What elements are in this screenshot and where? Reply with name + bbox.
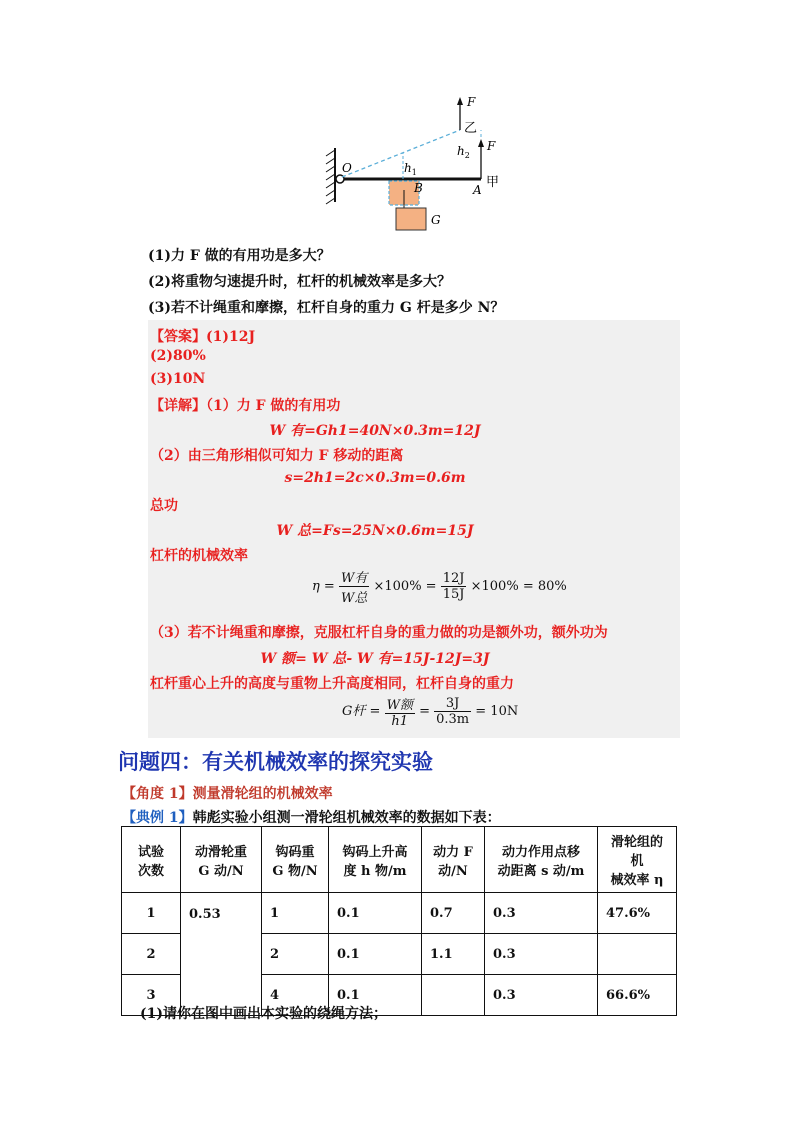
example-tag: 【典例 1】 xyxy=(122,810,193,826)
cell-distance: 0.3 xyxy=(485,893,598,934)
g-frac-2 xyxy=(434,696,471,727)
force-arrowhead-mid xyxy=(478,139,484,147)
g-tail: = 10N xyxy=(475,704,519,719)
answer-2: (2)80% xyxy=(150,348,206,364)
cell-hook-height: 0.1 xyxy=(329,893,422,934)
label-B: B xyxy=(414,181,423,195)
example-text: 韩彪实验小组测一滑轮组机械效率的数据如下表： xyxy=(192,810,501,826)
label-F-top: F xyxy=(467,95,476,109)
cell-hook-weight: 1 xyxy=(262,893,329,934)
cell-trial: 3 xyxy=(122,975,181,1016)
eff-den-1: W总 xyxy=(340,591,368,606)
wall-hatch xyxy=(326,150,335,204)
cell-hook-height: 0.1 xyxy=(329,975,422,1016)
g-den-1: h1 xyxy=(391,714,409,729)
force-arrowhead-top xyxy=(457,97,463,105)
section-title: 问题四：有关机械效率的探究实验 xyxy=(118,750,433,774)
data-table xyxy=(121,826,677,1016)
cell-force: 0.7 xyxy=(422,893,485,934)
label-O: O xyxy=(342,161,352,175)
g-den-2: 0.3m xyxy=(436,712,470,727)
label-F-mid: F xyxy=(487,139,496,153)
header-hook-height: 钩码上升高 度 h 物/m xyxy=(329,827,422,893)
cell-trial: 2 xyxy=(122,934,181,975)
eff-mid: ×100% = xyxy=(373,579,437,594)
cell-efficiency: 47.6% xyxy=(598,893,677,934)
detail-4: 杠杆的机械效率 xyxy=(150,548,248,564)
example-line xyxy=(122,807,501,827)
formula-2: s=2h1=2c×0.3m=0.6m xyxy=(284,470,466,486)
eff-eta: η = xyxy=(312,579,335,594)
question-3: (3)若不计绳重和摩擦，杠杆自身的重力 G 杆是多少 N？ xyxy=(148,300,505,316)
table-row xyxy=(122,893,677,934)
cell-trial: 1 xyxy=(122,893,181,934)
formula-1: W 有=Gh1=40N×0.3m=12J xyxy=(269,423,481,439)
question-1: (1)力 F 做的有用功是多大？ xyxy=(148,248,331,264)
answer-3: (3)10N xyxy=(150,371,206,387)
header-distance: 动力作用点移 动距离 s 动/m xyxy=(485,827,598,893)
formula-3: W 总=Fs=25N×0.6m=15J xyxy=(276,523,474,539)
g-num-1: W额 xyxy=(385,694,415,714)
cell-hook-weight: 4 xyxy=(262,975,329,1016)
efficiency-formula xyxy=(312,567,567,606)
eff-tail: ×100% = 80% xyxy=(470,579,567,594)
label-jia: 甲 xyxy=(486,175,500,190)
question-2: (2)将重物匀速提升时，杠杆的机械效率是多大？ xyxy=(148,274,451,290)
answer-head: 【答案】(1)12J xyxy=(150,329,256,345)
dashed-incline xyxy=(342,130,460,177)
g-eq: = xyxy=(419,704,430,719)
detail-1: 【详解】（1）力 F 做的有用功 xyxy=(150,398,341,414)
eff-num-1: W有 xyxy=(339,567,369,587)
eff-den-2: 15J xyxy=(442,587,465,602)
cell-hook-weight: 2 xyxy=(262,934,329,975)
lever-diagram xyxy=(318,90,518,240)
footer-question: (1)请你在图中画出本实验的绕绳方法； xyxy=(140,1006,387,1022)
label-h1: $h_1$ xyxy=(404,161,417,177)
detail-2: （2）由三角形相似可知力 F 移动的距离 xyxy=(150,448,404,464)
table-header-row xyxy=(122,827,677,893)
eff-frac-2 xyxy=(441,571,467,602)
g-num-2: 3J xyxy=(434,696,471,712)
header-force: 动力 F 动/N xyxy=(422,827,485,893)
cell-hook-height: 0.1 xyxy=(329,934,422,975)
detail-3: 总功 xyxy=(150,498,178,514)
formula-5: W 额= W 总- W 有=15J-12J=3J xyxy=(260,651,490,667)
label-A: A xyxy=(473,183,482,197)
cell-force: 1.1 xyxy=(422,934,485,975)
g-lhs: G杆 = xyxy=(342,704,381,719)
cell-distance: 0.3 xyxy=(485,934,598,975)
cell-pulley-weight: 0.53 xyxy=(181,893,262,1016)
g-frac-1 xyxy=(385,694,415,729)
header-trial: 试验 次数 xyxy=(122,827,181,893)
block-G xyxy=(396,208,426,230)
cell-efficiency: 66.6% xyxy=(598,975,677,1016)
header-pulley-weight: 动滑轮重 G 动/N xyxy=(181,827,262,893)
label-h2: $h_2$ xyxy=(457,144,470,160)
eff-frac-1 xyxy=(339,567,369,606)
header-hook-weight: 钩码重 G 物/N xyxy=(262,827,329,893)
detail-5: （3）若不计绳重和摩擦，克服杠杆自身的重力做的功是额外功，额外功为 xyxy=(150,625,608,641)
cell-distance: 0.3 xyxy=(485,975,598,1016)
cell-force xyxy=(422,975,485,1016)
gravity-formula xyxy=(342,694,518,729)
header-efficiency: 滑轮组的机 械效率 η xyxy=(598,827,677,893)
detail-6: 杠杆重心上升的高度与重物上升高度相同，杠杆自身的重力 xyxy=(150,676,514,692)
eff-num-2: 12J xyxy=(442,571,465,586)
cell-efficiency xyxy=(598,934,677,975)
label-yi: 乙 xyxy=(464,121,478,136)
label-G: G xyxy=(431,213,441,227)
angle-heading: 【角度 1】测量滑轮组的机械效率 xyxy=(122,786,333,802)
